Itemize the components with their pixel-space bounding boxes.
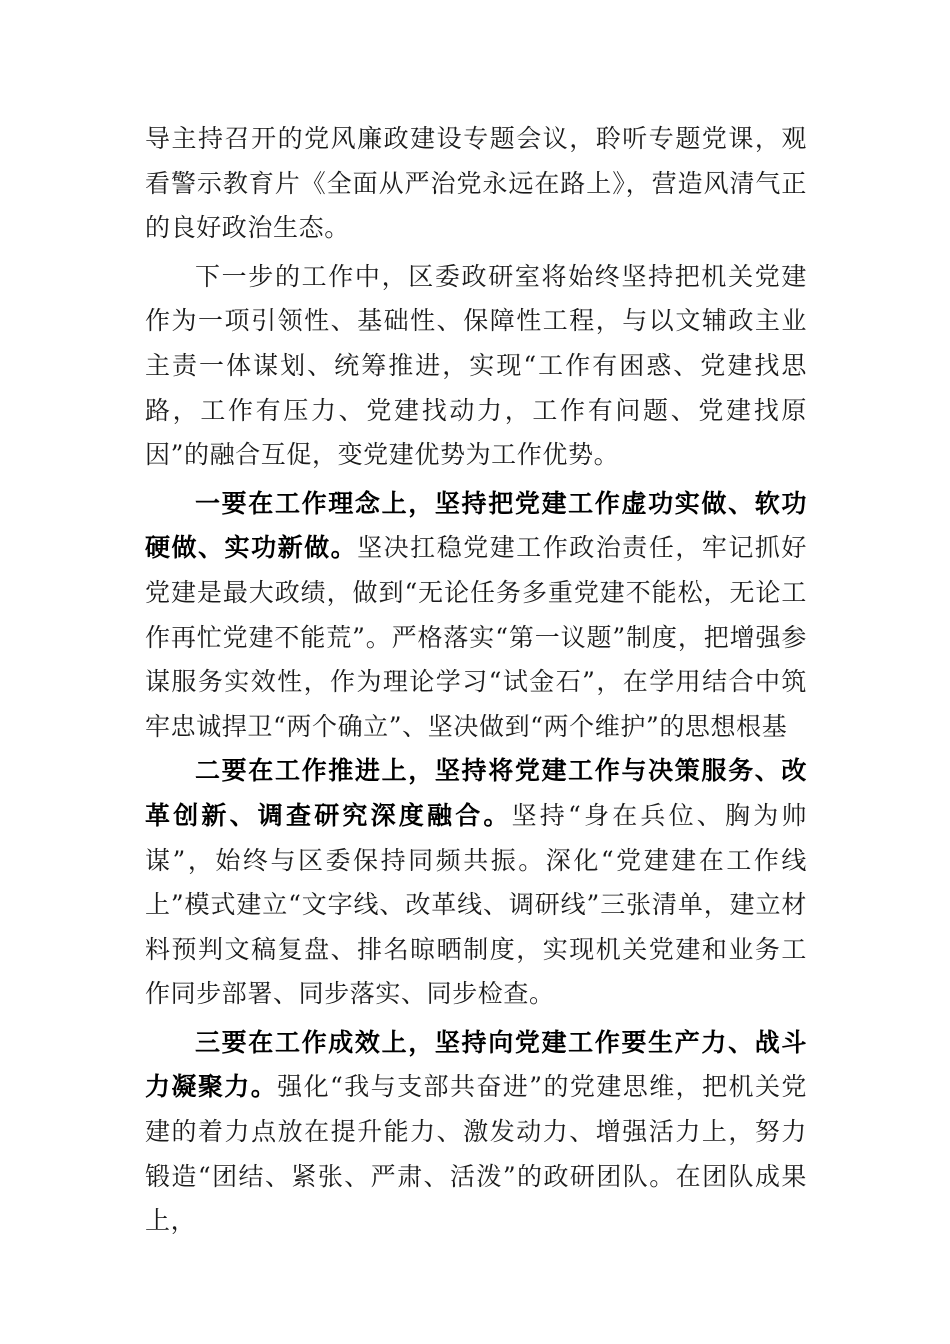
- paragraph-3-text: 坚决扛稳党建工作政治责任，牢记抓好党建是最大政绩，做到“无论任务多重党建不能松，无论工作再忙党建不能荒”。严格落实“第一议题”制度，把增强参谋服务实效性，作为理论学习“试金石”，在学用结合中筑牢忠诚捍卫“两个确立”、坚决做到“两个维护”的思想根基: [145, 533, 807, 741]
- paragraph-3: [145, 482, 807, 750]
- paragraph-1-text: 导主持召开的党风廉政建设专题会议，聆听专题党课，观看警示教育片《全面从严治党永远在路上》，营造风清气正的良好政治生态。: [145, 124, 807, 243]
- paragraph-2-text: 下一步的工作中，区委政研室将始终坚持把机关党建作为一项引领性、基础性、保障性工程，与以文辅政主业主责一体谋划、统筹推进，实现“工作有困惑、党建找思路，工作有压力、党建找动力，工作有问题、党建找原因”的融合互促，变党建优势为工作优势。: [145, 261, 807, 470]
- paragraph-4-text: 坚持“身在兵位、胸为帅谋”，始终与区委保持同频共振。深化“党建建在工作线上”模式建立“文字线、改革线、调研线”三张清单，建立材料预判文稿复盘、排名晾晒制度，实现机关党建和业务工作同步部署、同步落实、同步检查。: [145, 800, 807, 1009]
- paragraph-4: [145, 749, 807, 1017]
- paragraph-1: [145, 117, 807, 251]
- paragraph-2: [145, 255, 807, 478]
- document-body: [145, 117, 807, 1244]
- paragraph-4-lead: 二要在工作推进上，坚持将党建工作与决策服务、改革创新、调查研究深度融合。: [145, 756, 807, 830]
- paragraph-5-lead: 三要在工作成效上，坚持向党建工作要生产力、战斗力凝聚力。: [145, 1027, 807, 1102]
- paragraph-5-text: 强化“我与支部共奋进”的党建思维，把机关党建的着力点放在提升能力、激发动力、增强活力上，努力锻造“团结、紧张、严肃、活泼”的政研团队。在团队成果上，: [145, 1072, 807, 1236]
- paragraph-5: [145, 1021, 807, 1244]
- paragraph-3-lead: 一要在工作理念上，坚持把党建工作虚功实做、软功硬做、实功新做。: [145, 488, 807, 563]
